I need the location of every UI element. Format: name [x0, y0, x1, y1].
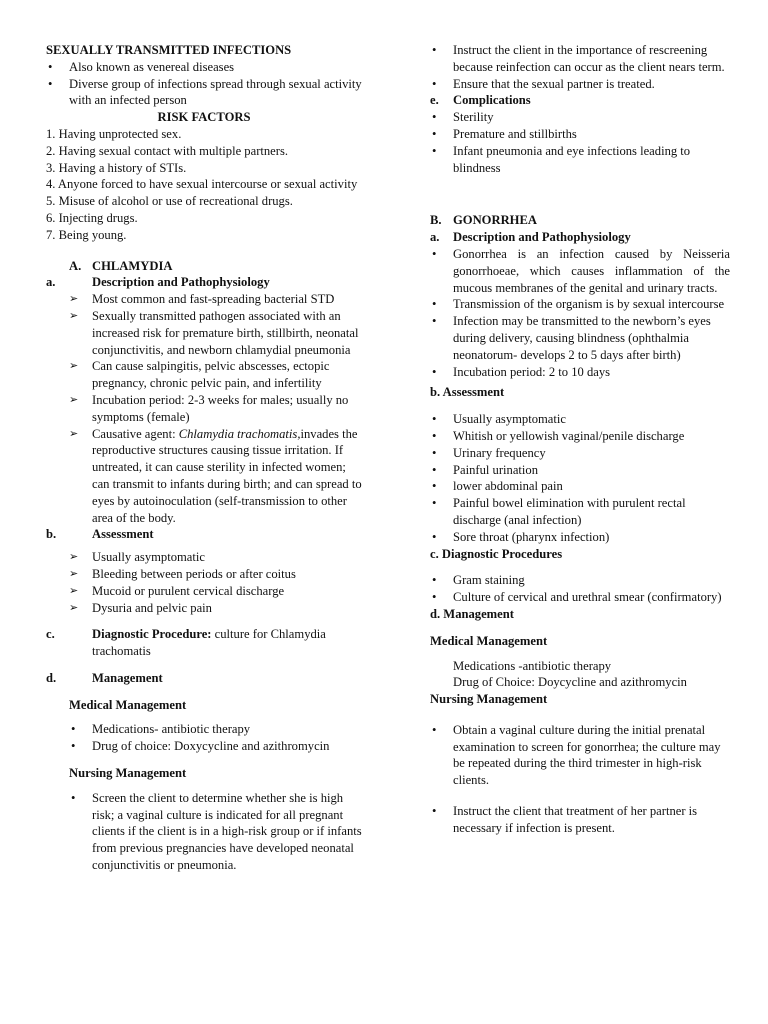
list-item: • Ensure that the sexual partner is treated. — [432, 76, 655, 91]
gonorrhea-description-heading: a. Description and Pathophysiology — [430, 230, 631, 245]
chlamydia-assessment-heading: b. Assessment — [46, 527, 154, 542]
risk-factor: 2. Having sexual contact with multiple partners. — [46, 143, 289, 158]
arrow-bullet-icon: ➢ — [69, 359, 79, 373]
chlamydia-description-heading: a. Description and Pathophysiology — [46, 275, 270, 290]
list-item: ➢ Most common and fast-spreading bacterial STD — [69, 292, 335, 307]
list-item: ➢ Dysuria and pelvic pain — [69, 600, 212, 615]
gonorrhea-assessment-heading: b. Assessment — [430, 385, 505, 400]
list-item: ➢ Mucoid or purulent cervical discharge — [69, 583, 285, 598]
list-item: • Instruct the client in the importance of rescreening because reinfection can occur as the client nears term. — [432, 43, 725, 74]
complications-heading: e. Complications — [430, 93, 531, 108]
list-item: • Transmission of the organism is by sexual intercourse — [432, 297, 725, 312]
list-item: • Usually asymptomatic — [432, 412, 566, 427]
left-column — [46, 42, 362, 874]
pathogen-name: Chlamydia trachomatis, — [178, 426, 301, 441]
list-item: • Drug of choice: Doxycycline and azithromycin — [71, 739, 330, 754]
medical-management-heading: Medical Management — [430, 633, 548, 648]
intro-bullet: • Also known as venereal diseases — [48, 59, 235, 74]
list-item: • Painful bowel elimination with purulent rectal discharge (anal infection) — [432, 496, 686, 527]
gonorrhea-diagnostic-heading: c. Diagnostic Procedures — [430, 546, 563, 561]
chlamydia-heading: A. CHLAMYDIA — [69, 258, 173, 273]
bullet-icon: • — [432, 590, 437, 605]
bullet-icon: • — [432, 722, 437, 737]
list-item: • Obtain a vaginal culture during the initial prenatal examination to screen for gonorrhea; the culture may be repeated during the third trimester in high-risk clients. — [432, 722, 721, 788]
arrow-bullet-icon: ➢ — [69, 583, 79, 597]
arrow-bullet-icon: ➢ — [69, 392, 79, 406]
list-item: • Medications- antibiotic therapy — [71, 722, 251, 737]
nursing-management-heading: Nursing Management — [430, 692, 548, 707]
document-title: SEXUALLY TRANSMITTED INFECTIONS — [46, 43, 292, 57]
arrow-bullet-icon: ➢ — [69, 308, 79, 322]
risk-factor: 7. Being young. — [46, 227, 127, 242]
list-item: ➢ Usually asymptomatic — [69, 550, 205, 565]
list-item: ➢ Incubation period: 2-3 weeks for males; usually no symptoms (female) — [69, 392, 349, 424]
bullet-icon: • — [71, 739, 76, 754]
list-item: • Sore throat (pharynx infection) — [432, 529, 610, 544]
list-item: • Whitish or yellowish vaginal/penile discharge — [432, 428, 685, 443]
arrow-bullet-icon: ➢ — [69, 550, 79, 564]
bullet-icon: • — [48, 76, 53, 91]
risk-factor: 1. Having unprotected sex. — [46, 126, 182, 141]
list-item: • Painful urination — [432, 462, 538, 477]
bullet-icon: • — [432, 573, 437, 588]
right-column — [430, 42, 730, 837]
chlamydia-management-heading: d. Management — [46, 670, 163, 685]
list-item: • lower abdominal pain — [432, 479, 563, 494]
bullet-icon: • — [432, 246, 437, 261]
bullet-icon: • — [432, 126, 437, 141]
bullet-icon: • — [48, 59, 53, 74]
arrow-bullet-icon: ➢ — [69, 292, 79, 306]
bullet-icon: • — [432, 364, 437, 379]
bullet-icon: • — [71, 722, 76, 737]
list-item: • Sterility — [432, 110, 494, 125]
arrow-bullet-icon: ➢ — [69, 426, 79, 440]
risk-factors-heading: RISK FACTORS — [157, 110, 251, 125]
list-item-causative-agent: ➢ Causative agent: Chlamydia trachomatis,invades the reproductive structures causing tissue irritation. If untreated, it can cause sterility in infected women; can transmit to infants during birth; and can spread to eyes by autoinoculation (self-transmission to other area of the body. — [69, 426, 362, 525]
list-item: • Culture of cervical and urethral smear (confirmatory) — [432, 590, 722, 605]
list-item: • Infection may be transmitted to the newborn’s eyes during delivery, causing blindness (ophthalmia neonatorum- develops 2 to 5 days after birth) — [432, 314, 711, 362]
medication-line: Drug of Choice: Doycycline and azithromycin — [453, 675, 687, 690]
bullet-icon: • — [432, 496, 437, 511]
risk-factor: 3. Having a history of STIs. — [46, 160, 187, 175]
list-item: • Instruct the client that treatment of her partner is necessary if infection is present. — [432, 804, 698, 835]
bullet-icon: • — [432, 76, 437, 91]
gonorrhea-management-heading: d. Management — [430, 606, 514, 621]
bullet-icon: • — [71, 790, 76, 805]
list-item: ➢ Sexually transmitted pathogen associated with an increased risk for premature birth, stillbirth, neonatal conjunctivitis, and newborn chlamydial pneumonia — [69, 308, 359, 357]
bullet-icon: • — [432, 110, 437, 125]
bullet-icon: • — [432, 529, 437, 544]
intro-bullet: • Diverse group of infections spread through sexual activity with an infected person — [48, 76, 362, 108]
bullet-icon: • — [432, 479, 437, 494]
bullet-icon: • — [432, 445, 437, 460]
gonorrhea-heading: B. GONORRHEA — [430, 213, 537, 228]
bullet-icon: • — [432, 412, 437, 427]
risk-factor: 5. Misuse of alcohol or use of recreational drugs. — [46, 194, 293, 209]
chlamydia-diagnostic-procedure: c. Diagnostic Procedure: culture for Chlamydia trachomatis — [46, 627, 326, 659]
arrow-bullet-icon: ➢ — [69, 566, 79, 580]
list-item: • Gonorrhea is an infection caused by Neisseria gonorrhoeae, which causes inflammation of the mucous membranes of the genital and urinary tracts. — [432, 246, 730, 295]
list-item: • Screen the client to determine whether she is high risk; a vaginal culture is indicated for all pregnant clients if the client is in a high-risk group or if infants from previous pregnancies have developed neonatal conjunctivitis or pneumonia. — [71, 790, 362, 873]
bullet-icon: • — [432, 804, 437, 819]
bullet-icon: • — [432, 314, 437, 329]
list-item: ➢ Can cause salpingitis, pelvic abscesses, ectopic pregnancy, chronic pelvic pain, and infertility — [69, 359, 330, 391]
risk-factor: 6. Injecting drugs. — [46, 210, 138, 225]
list-item: • Incubation period: 2 to 10 days — [432, 364, 611, 379]
list-item: ➢ Bleeding between periods or after coitus — [69, 566, 296, 581]
bullet-icon: • — [432, 297, 437, 312]
list-item: • Urinary frequency — [432, 445, 546, 460]
risk-factor: 4. Anyone forced to have sexual intercourse or sexual activity — [46, 177, 358, 192]
bullet-icon: • — [432, 428, 437, 443]
bullet-icon: • — [432, 462, 437, 477]
list-item: • Gram staining — [432, 573, 525, 588]
arrow-bullet-icon: ➢ — [69, 600, 79, 614]
medication-line: Medications -antibiotic therapy — [453, 658, 612, 673]
list-item: • Premature and stillbirths — [432, 126, 577, 141]
list-item: • Infant pneumonia and eye infections leading to blindness — [432, 143, 691, 175]
nursing-management-heading: Nursing Management — [69, 766, 187, 781]
medical-management-heading: Medical Management — [69, 697, 187, 712]
bullet-icon: • — [432, 143, 437, 158]
bullet-icon: • — [432, 43, 437, 57]
